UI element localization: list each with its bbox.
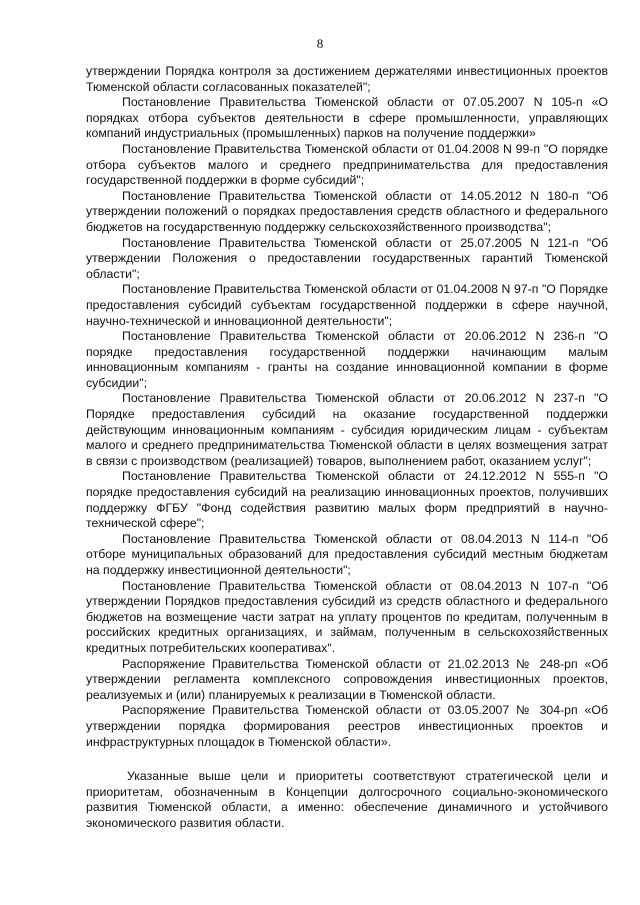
paragraph-decree-555: Постановление Правительства Тюменской области от 24.12.2012 N 555-п "О порядке предоставления субсидий на реализацию инновационных проектов, получивших поддержку ФГБУ "Фонд содействия развитию малых форм предприятий в научно-технической сфере"; xyxy=(86,469,608,531)
paragraph-decree-107: Постановление Правительства Тюменской области от 08.04.2013 N 107-п "Об утверждении Порядков предоставления субсидий из средств областного и федерального бюджетов на возмещение части затрат на уплату процентов по кредитам, полученным в российских кредитных организациях, и займам, полученным в сельскохозяйственных кредитных потребительских кооперативах". xyxy=(86,578,608,655)
paragraph-decree-121: Постановление Правительства Тюменской области от 25.07.2005 N 121-п "Об утверждении Положения о предоставлении государственных гарантий Тюменской области"; xyxy=(86,235,608,281)
paragraph-decree-105: Постановление Правительства Тюменской области от 07.05.2007 N 105-п «О порядках отбора субъектов деятельности в сфере промышленности, управляющих компаний индустриальных (промышленных) парков на получение поддержки» xyxy=(86,95,608,141)
paragraph-decree-99: Постановление Правительства Тюменской области от 01.04.2008 N 99-п "О порядке отбора субъектов малого и среднего предпринимательства для предоставления государственной поддержки в форме субсидий"; xyxy=(86,141,608,188)
paragraph-decree-237: Постановление Правительства Тюменской области от 20.06.2012 N 237-п "О Порядке предоставления субсидий на оказание государственной поддержки действующим инновационным компаниям - субсидия юридическим лицам - субъектам малого и среднего предпринимательства Тюменской области в целях возмещения затрат в связи с производством (реализацией) товаров, выполнением работ, оказанием услуг"; xyxy=(86,391,608,468)
document-body xyxy=(86,64,608,832)
paragraph-summary: Указанные выше цели и приоритеты соответствуют стратегической цели и приоритетам, обозначенным в Концепции долгосрочного социально-экономического развития Тюменской области, а именно: обеспечение динамичного и устойчивого экономического развития области. xyxy=(86,769,608,830)
paragraph-decree-236: Постановление Правительства Тюменской области от 20.06.2012 N 236-п "О порядке предоставления государственной поддержки начинающим малым инновационным компаниям - гранты на создание инновационной компании в форме субсидии"; xyxy=(86,329,608,390)
paragraph-order-248: Распоряжение Правительства Тюменской области от 21.02.2013 № 248-рп «Об утверждении регламента комплексного сопровождения инвестиционных проектов, реализуемых и (или) планируемых к реализации в Тюменской области. xyxy=(86,656,608,702)
paragraph-decree-97: Постановление Правительства Тюменской области от 01.04.2008 N 97-п "О Порядке предоставления субсидий субъектам государственной поддержки в сфере научной, научно-технической и инновационной деятельности"; xyxy=(86,282,608,328)
page-number: 8 xyxy=(316,36,324,51)
paragraph-continuation: утверждении Порядка контроля за достижением держателями инвестиционных проектов Тюменской области согласованных показателей"; xyxy=(86,64,608,94)
paragraph-decree-180: Постановление Правительства Тюменской области от 14.05.2012 N 180-п "Об утверждении положений о порядках предоставления средств областного и федерального бюджетов на государственную поддержку сельскохозяйственного производства"; xyxy=(86,188,608,234)
paragraph-decree-114: Постановление Правительства Тюменской области от 08.04.2013 N 114-п "Об отборе муниципальных образований для предоставления субсидий местным бюджетам на поддержку инвестиционной деятельности"; xyxy=(86,531,608,577)
paragraph-order-304: Распоряжение Правительства Тюменской области от 03.05.2007 № 304-рп «Об утверждении порядка формирования реестров инвестиционных проектов и инфраструктурных площадок в Тюменской области». xyxy=(86,703,608,749)
